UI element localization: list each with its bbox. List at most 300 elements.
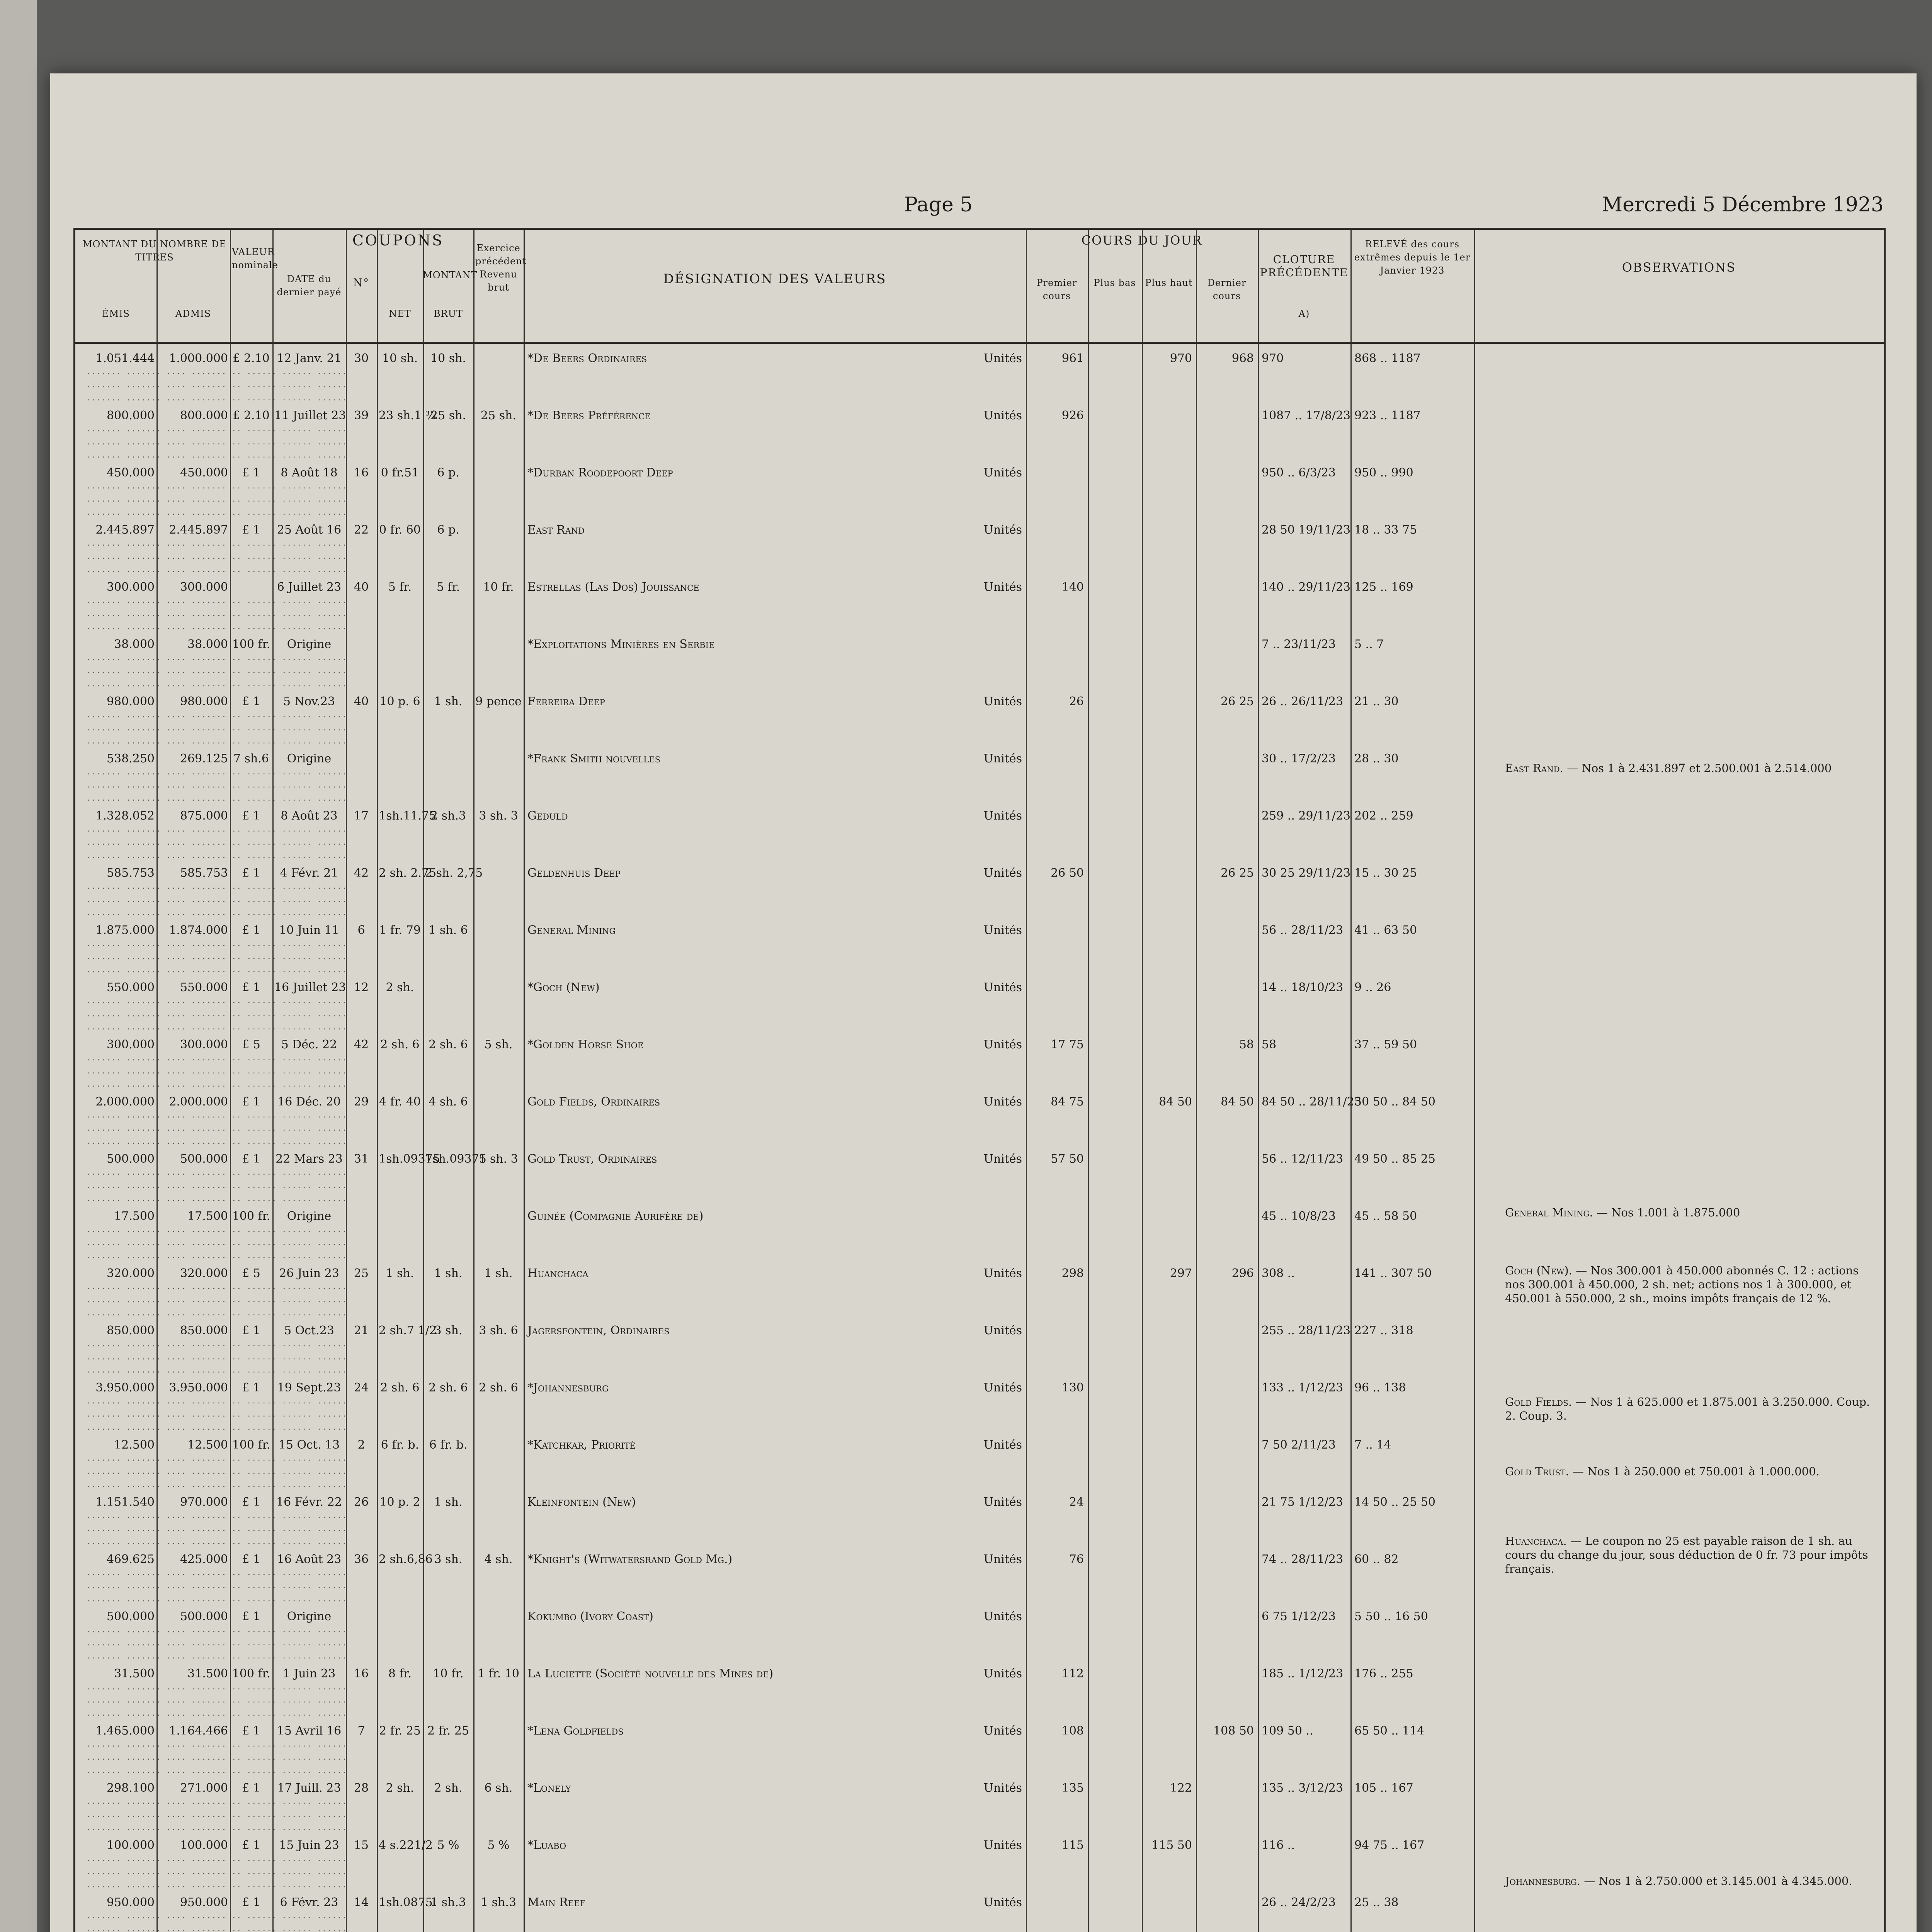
leader-dots: ....... ....... .... ....... .. ...... ...... ...... [87,609,348,618]
cell-net: 2 sh. 6 [380,1381,420,1395]
cell-admis: 271.000 [180,1781,228,1795]
cell-premier: 26 50 [1051,866,1084,880]
cell-releve: 9 .. 26 [1354,981,1391,994]
cell-premier: 115 [1061,1838,1084,1852]
cell-date: 25 Août 16 [277,523,342,537]
leader-dots: ....... ....... .... ....... .. ...... ...... ...... [87,1396,348,1406]
cell-no: 28 [354,1781,369,1795]
cell-dernier: 84 50 [1221,1095,1254,1109]
cell-valeur: £ 5 [242,1038,260,1051]
cell-no: 6 [357,923,365,937]
leader-dots: ....... ....... .... ....... .. ...... ...... ...... [87,1537,348,1546]
cell-dernier: 58 [1239,1038,1254,1051]
cell-releve: 14 50 .. 25 50 [1354,1495,1435,1509]
cell-cloture: 26 .. 24/2/23 [1262,1896,1336,1909]
cell-admis: 2.000.000 [169,1095,228,1109]
cell-emis: 450.000 [106,466,155,480]
cell-cloture: 74 .. 28/11/23 [1262,1553,1344,1566]
cell-net: 8 fr. [388,1667,412,1680]
cell-cloture: 45 .. 10/8/23 [1262,1209,1336,1223]
header-admis: ADMIS [175,308,211,319]
leader-dots: ....... ....... .... ....... .. ...... ...... ...... [87,1352,348,1362]
observation-text: — Nos 1 à 2.750.000 et 3.145.001 à 4.345.000. [1584,1874,1852,1888]
cell-premier: 84 75 [1051,1095,1084,1109]
observation-name: General Mining. [1505,1206,1597,1219]
cell-emis: 850.000 [106,1324,155,1337]
cell-emis: 1.465.000 [95,1724,155,1738]
cell-admis: 320.000 [180,1267,228,1280]
cell-date: Origine [287,1209,332,1223]
cell-valeur: £ 2.10 [233,409,270,422]
cell-cloture: 6 75 1/12/23 [1262,1610,1336,1623]
observation-note [1505,1464,1876,1478]
cell-date: 16 Déc. 20 [277,1095,341,1109]
header-cours-du-jour: COURS DU JOUR [1081,233,1202,248]
cell-brut: 1 sh. [434,1495,463,1509]
header-plus-bas: Plus bas [1094,277,1136,288]
cell-brut: 3 sh. [434,1324,463,1337]
leader-dots: ....... ....... .... ....... .. ...... ...... ...... [87,1409,348,1419]
leader-dots: ....... ....... .... ....... .. ...... ...... ...... [87,653,348,662]
cell-net: 5 fr. [388,580,412,594]
cell-emis: 2.000.000 [95,1095,155,1109]
leader-dots: ....... ....... .... ....... .. ...... ...... ...... [87,1854,348,1863]
observation-text: — Nos 1 à 250.000 et 750.001 à 1.000.000. [1572,1465,1820,1478]
cell-emis: 550.000 [106,981,155,994]
cell-date: 6 Juillet 23 [277,580,342,594]
cell-name: *Johannesburg [527,1381,609,1395]
cell-emis: 31.500 [114,1667,155,1680]
cell-emis: 1.151.540 [95,1495,155,1509]
cell-valeur: £ 1 [242,981,260,994]
cell-admis: 300.000 [180,1038,228,1051]
page-date: Mercredi 5 Décembre 1923 [1602,193,1884,216]
page-number: Page 5 [904,193,973,216]
cell-brut: 4 sh. 6 [429,1095,468,1109]
cell-unit: Unités [983,1324,1022,1337]
cell-date: 5 Nov.23 [283,695,335,708]
cell-unit: Unités [983,1838,1022,1852]
cell-unit: Unités [983,809,1022,823]
cell-net: 2 sh.7 1/2 [379,1324,437,1337]
cell-unit: Unités [983,1152,1022,1166]
leader-dots: ....... ....... .... ....... .. ...... ...... ...... [87,1651,348,1661]
cell-valeur: 100 fr. [232,638,270,651]
cell-premier: 17 75 [1051,1038,1084,1051]
cell-premier: 57 50 [1051,1152,1084,1166]
header-cloture: CLOTURE PRÉCÉDENTE [1260,253,1349,279]
leader-dots: ....... ....... .... ....... .. ...... ...... ...... [87,1453,348,1463]
cell-emis: 300.000 [106,580,155,594]
cell-admis: 450.000 [180,466,228,480]
cell-emis: 538.250 [106,752,155,765]
cell-date: Origine [287,1610,332,1623]
cell-ex: 4 sh. [484,1553,513,1566]
cell-net: 10 p. 2 [379,1495,420,1509]
leader-dots: ....... ....... .... ....... .. ...... ...... ...... [87,565,348,574]
observation-text: — Nos 300.001 à 450.000 abonnés C. 12 : actions nos 300.001 à 450.000, 2 sh. net; actions nos 1 à 300.000, et 450.001 à 550.000, 2 sh., moins impôts français de 12 %. [1505,1264,1859,1305]
cell-brut: 6 p. [437,523,459,537]
cell-no: 31 [354,1152,369,1166]
cell-date: 15 Oct. 13 [278,1438,340,1452]
leader-dots: ....... ....... .... ....... .. ...... ...... ...... [87,1053,348,1063]
cell-valeur: £ 1 [242,523,260,537]
cell-name: *Goch (New) [527,981,600,994]
cell-ex: 3 sh. 6 [479,1324,518,1337]
cell-emis: 500.000 [106,1610,155,1623]
leader-dots: ....... ....... .... ....... .. ...... ...... ...... [87,1225,348,1234]
cell-date: Origine [287,752,332,765]
cell-emis: 469.625 [106,1553,155,1566]
cell-haut: 297 [1170,1267,1192,1280]
cell-releve: 950 .. 990 [1354,466,1413,480]
leader-dots: ....... ....... .... ....... .. ...... ...... ...... [87,595,348,605]
leader-dots: ....... ....... .... ....... .. ...... ...... ...... [87,939,348,948]
cell-premier: 130 [1061,1381,1084,1395]
leader-dots: ....... ....... .... ....... .. ...... ...... ...... [87,881,348,891]
cell-emis: 38.000 [114,638,155,651]
cell-net: 2 sh. 2.75 [379,866,437,880]
cell-valeur: 7 sh.6 [233,752,269,765]
cell-name: Estrellas (Las Dos) Jouissance [527,580,699,594]
cell-date: 8 Août 23 [281,809,338,823]
cell-valeur: £ 1 [242,1896,260,1909]
cell-net: 0 fr. 60 [379,523,421,537]
cell-premier: 26 [1069,695,1084,708]
cell-name: Huanchaca [527,1267,588,1280]
leader-dots: ....... ....... .... ....... .. ...... ...... ...... [87,1581,348,1590]
header-emis: ÉMIS [102,308,130,319]
leader-dots: ....... ....... .... ....... .. ...... ...... ...... [87,1510,348,1520]
cell-brut: 1sh.09375 [425,1152,486,1166]
cell-haut: 84 50 [1159,1095,1192,1109]
leader-dots: ....... ....... .... ....... .. ...... ...... ...... [87,679,348,689]
observation-name: Goch (New). [1505,1264,1576,1277]
cell-releve: 7 .. 14 [1354,1438,1391,1452]
cell-valeur: £ 1 [242,1381,260,1395]
cell-releve: 60 .. 82 [1354,1553,1399,1566]
cell-name: *Golden Horse Shoe [527,1038,644,1051]
leader-dots: ....... ....... .... ....... .. ...... ...... ...... [87,1823,348,1832]
observation-note [1505,1395,1876,1423]
cell-net: 23 sh.1 ¾ [379,409,437,422]
cell-releve: 202 .. 259 [1354,809,1413,823]
cell-name: Guinée (Compagnie Aurifère de) [527,1209,704,1223]
cell-admis: 970.000 [180,1495,228,1509]
cell-cloture: 56 .. 28/11/23 [1262,923,1344,937]
leader-dots: ....... ....... .... ....... .. ...... ...... ...... [87,367,348,376]
cell-admis: 850.000 [180,1324,228,1337]
leader-dots: ....... ....... .... ....... .. ...... ...... ...... [87,908,348,917]
header-exercice: Exercice précédent Revenu brut [475,243,527,293]
cell-admis: 269.125 [180,752,228,765]
cell-no: 42 [354,1038,369,1051]
header-dernier: Dernier cours [1207,277,1247,301]
observation-note [1505,1206,1876,1219]
leader-dots: ....... ....... .... ....... .. ...... ...... ...... [87,1167,348,1177]
cell-name: *Lonely [527,1781,571,1795]
cell-no: 39 [354,409,369,422]
cell-admis: 300.000 [180,580,228,594]
leader-dots: ....... ....... .... ....... .. ...... ...... ...... [87,551,348,561]
cell-admis: 500.000 [180,1152,228,1166]
cell-premier: 140 [1061,580,1084,594]
cell-no: 21 [354,1324,369,1337]
leader-dots: ....... ....... .... ....... .. ...... ...... ...... [87,1810,348,1819]
leader-dots: ....... ....... .... ....... .. ...... ...... ...... [87,424,348,434]
cell-brut: 6 fr. b. [429,1438,468,1452]
cell-cloture: 58 [1262,1038,1277,1051]
leader-dots: ....... ....... .... ....... .. ...... ...... ...... [87,507,348,517]
cell-cloture: 30 .. 17/2/23 [1262,752,1336,765]
cell-unit: Unités [983,1553,1022,1566]
cell-no: 25 [354,1267,369,1280]
cell-brut: 1 sh. 6 [429,923,468,937]
newspaper-page [50,73,1917,1932]
observation-text: — Nos 1.001 à 1.875.000 [1596,1206,1740,1219]
cell-releve: 50 50 .. 84 50 [1354,1095,1435,1109]
cell-date: 10 Juin 11 [279,923,339,937]
leader-dots: ....... ....... .... ....... .. ...... ...... ...... [87,1009,348,1019]
cell-net: 2 sh.6,86 [379,1553,433,1566]
cell-dernier: 296 [1231,1267,1254,1280]
cell-name: *Frank Smith nouvelles [527,752,660,765]
cell-name: *Exploitations Minières en Serbie [527,638,715,651]
header-valeur: VALEUR nominale [232,247,278,270]
header-montant-coupon: MONTANT [423,270,478,281]
leader-dots: ....... ....... .... ....... .. ...... ...... ...... [87,666,348,675]
cell-releve: 18 .. 33 75 [1354,523,1417,537]
cell-unit: Unités [983,1610,1022,1623]
leader-dots: ....... ....... .... ....... .. ...... ...... ...... [87,1180,348,1190]
leader-dots: ....... ....... .... ....... .. ...... ...... ...... [87,965,348,975]
cell-date: 15 Avril 16 [277,1724,342,1738]
cell-cloture: 185 .. 1/12/23 [1262,1667,1344,1680]
observation-name: Huanchaca. [1505,1534,1570,1548]
cell-name: *De Beers Préférence [527,409,651,422]
leader-dots: ....... ....... .... ....... .. ...... ...... ...... [87,494,348,504]
cell-no: 24 [354,1381,369,1395]
cell-name: *Lena Goldfields [527,1724,624,1738]
cell-name: *Katchkar, Priorité [527,1438,636,1452]
cell-net: 1sh.09375 [379,1152,440,1166]
cell-emis: 100.000 [106,1838,155,1852]
cell-premier: 76 [1069,1553,1084,1566]
leader-dots: ....... ....... .... ....... .. ...... ...... ...... [87,1911,348,1920]
cell-releve: 141 .. 307 50 [1354,1267,1432,1280]
cell-unit: Unités [983,695,1022,708]
cell-net: 1 fr. 79 [379,923,421,937]
leader-dots: ....... ....... .... ....... .. ...... ...... ...... [87,850,348,860]
header-montant: MONTANT DU NOMBRE DE TITRES [83,239,226,263]
cell-emis: 320.000 [106,1267,155,1280]
cell-name: Main Reef [527,1896,585,1909]
cell-unit: Unités [983,1381,1022,1395]
cell-no: 2 [357,1438,365,1452]
cell-emis: 12.500 [114,1438,155,1452]
cell-unit: Unités [983,409,1022,422]
cell-emis: 3.950.000 [95,1381,155,1395]
leader-dots: ....... ....... .... ....... .. ...... ...... ...... [87,1765,348,1775]
header-coupons: COUPONS [352,232,444,249]
leader-dots: ....... ....... .... ....... .. ...... ...... ...... [87,1194,348,1203]
cell-brut: 1 sh.3 [430,1896,466,1909]
cell-unit: Unités [983,1724,1022,1738]
cell-unit: Unités [983,1667,1022,1680]
cell-date: 22 Mars 23 [276,1152,343,1166]
leader-dots: ....... ....... .... ....... .. ...... ...... ...... [87,1365,348,1375]
cell-admis: 100.000 [180,1838,228,1852]
leader-dots: ....... ....... .... ....... .. ...... ...... ...... [87,1594,348,1604]
cell-brut: 6 p. [437,466,459,480]
cell-ex: 2 sh. 6 [479,1381,518,1395]
leader-dots: ....... ....... .... ....... .. ...... ...... ...... [87,1739,348,1749]
cell-admis: 950.000 [180,1896,228,1909]
observation-note [1505,761,1876,775]
cell-valeur: 100 fr. [232,1438,270,1452]
leader-dots: ....... ....... .... ....... .. ...... ...... ...... [87,437,348,447]
leader-dots: ....... ....... .... ....... .. ...... ...... ...... [87,837,348,847]
cell-date: 4 Févr. 21 [280,866,338,880]
cell-unit: Unités [983,352,1022,365]
cell-admis: 1.164.466 [169,1724,228,1738]
observation-text: — Nos 1 à 625.000 et 1.875.001 à 3.250.000. Coup. 2. Coup. 3. [1505,1395,1870,1422]
observation-note [1505,1534,1876,1576]
cell-brut: 5 % [437,1838,459,1852]
leader-dots: ....... ....... .... ....... .. ...... ...... ...... [87,1022,348,1032]
cell-releve: 227 .. 318 [1354,1324,1413,1337]
cell-ex: 1 sh.3 [481,1896,516,1909]
cell-admis: 17.500 [187,1209,228,1223]
cell-cloture: 970 [1262,352,1284,365]
cell-name: General Mining [527,923,616,937]
cell-no: 29 [354,1095,369,1109]
leader-dots: ....... ....... .... ....... .. ...... ...... ...... [87,1695,348,1705]
cell-cloture: 109 50 .. [1262,1724,1313,1738]
cell-releve: 868 .. 1187 [1354,352,1421,365]
cell-no: 40 [354,580,369,594]
leader-dots: ....... ....... .... ....... .. ...... ...... ...... [87,1524,348,1533]
cell-valeur: £ 1 [242,923,260,937]
cell-cloture: 14 .. 18/10/23 [1262,981,1344,994]
leader-dots: ....... ....... .... ....... .. ...... ...... ...... [87,1568,348,1577]
cell-name: Ferreira Deep [527,695,605,708]
leader-dots: ....... ....... .... ....... .. ...... ...... ...... [87,1682,348,1692]
observation-text: — Nos 1 à 2.431.897 et 2.500.001 à 2.514.000 [1567,762,1832,775]
leader-dots: ....... ....... .... ....... .. ...... ...... ...... [87,1295,348,1304]
cell-admis: 31.500 [187,1667,228,1680]
cell-net: 0 fr.51 [381,466,419,480]
cell-cloture: 21 75 1/12/23 [1262,1495,1344,1509]
cell-releve: 125 .. 169 [1354,580,1413,594]
cell-brut: 1 sh. [434,695,463,708]
cell-releve: 176 .. 255 [1354,1667,1413,1680]
leader-dots: ....... ....... .... ....... .. ...... ...... ...... [87,1752,348,1762]
cell-releve: 15 .. 30 25 [1354,866,1417,880]
leader-dots: ....... ....... .... ....... .. ...... ...... ...... [87,1123,348,1133]
cell-haut: 115 50 [1151,1838,1192,1852]
cell-unit: Unités [983,1095,1022,1109]
leader-dots: ....... ....... .... ....... .. ...... ...... ...... [87,481,348,491]
cell-unit: Unités [983,923,1022,937]
cell-name: La Luciette (Société nouvelle des Mines de) [527,1667,774,1680]
leader-dots: ....... ....... .... ....... .. ...... ...... ...... [87,723,348,733]
cell-unit: Unités [983,1038,1022,1051]
cell-emis: 298.100 [106,1781,155,1795]
cell-name: Geldenhuis Deep [527,866,621,880]
quotation-table [73,228,1886,1932]
leader-dots: ....... ....... .... ....... .. ...... ...... ...... [87,895,348,904]
cell-name: Gold Fields, Ordinaires [527,1095,660,1109]
cell-premier: 108 [1061,1724,1084,1738]
header-premier: Premier cours [1036,277,1077,301]
header-numero: N° [353,276,370,289]
cell-emis: 980.000 [106,695,155,708]
cell-date: 11 Juillet 23 [274,409,346,422]
leader-dots: ....... ....... .... ....... .. ...... ...... ...... [87,1238,348,1247]
cell-haut: 970 [1170,352,1192,365]
cell-no: 42 [354,866,369,880]
cell-name: *De Beers Ordinaires [527,352,647,365]
leader-dots: ....... ....... .... ....... .. ...... ...... ...... [87,1136,348,1146]
cell-net: 1sh.0875 [379,1896,433,1909]
cell-ex: 5 sh. [484,1038,513,1051]
cell-net: 10 sh. [382,352,418,365]
cell-name: Jagersfontein, Ordinaires [527,1324,670,1337]
cell-brut: 2 sh. [434,1781,463,1795]
cell-brut: 10 sh. [430,352,466,365]
cell-ex: 9 pence [475,695,522,708]
cell-premier: 135 [1061,1781,1084,1795]
header-cloture-sub: A) [1298,308,1310,319]
cell-cloture: 84 50 .. 28/11/23 [1262,1095,1362,1109]
cell-name: Kleinfontein (New) [527,1495,636,1509]
cell-releve: 96 .. 138 [1354,1381,1406,1395]
cell-date: 6 Févr. 23 [280,1896,338,1909]
cell-ex: 5 % [487,1838,510,1852]
cell-emis: 1.875.000 [95,923,155,937]
cell-cloture: 950 .. 6/3/23 [1262,466,1336,480]
cell-dernier: 26 25 [1221,866,1254,880]
leader-dots: ....... ....... .... ....... .. ...... ...... ...... [87,736,348,746]
cell-ex: 3 sh. 3 [479,809,518,823]
cell-admis: 3.950.000 [169,1381,228,1395]
cell-premier: 961 [1061,352,1084,365]
leader-dots: ....... ....... .... ....... .. ...... ...... ...... [87,824,348,834]
cell-releve: 5 50 .. 16 50 [1354,1610,1428,1623]
cell-brut: 3 sh. [434,1553,463,1566]
observation-note [1505,1264,1876,1305]
cell-net: 2 sh. 6 [380,1038,420,1051]
cell-unit: Unités [983,752,1022,765]
header-observations: OBSERVATIONS [1622,260,1736,275]
leader-dots: ....... ....... .... ....... .. ...... ...... ...... [87,538,348,548]
leader-dots: ....... ....... .... ....... .. ...... ...... ...... [87,1251,348,1260]
cell-date: 1 Juin 23 [282,1667,336,1680]
cell-cloture: 30 25 29/11/23 [1262,866,1351,880]
cell-admis: 12.500 [187,1438,228,1452]
cell-unit: Unités [983,1896,1022,1909]
cell-releve: 41 .. 63 50 [1354,923,1417,937]
header-net: NET [389,308,411,319]
leader-dots: ....... ....... .... ....... .. ...... ...... ...... [87,1466,348,1476]
cell-emis: 1.051.444 [95,352,155,365]
cell-date: 16 Août 23 [277,1553,342,1566]
previous-page-edge [0,0,37,1932]
cell-date: 16 Juillet 23 [274,981,346,994]
cell-premier: 298 [1061,1267,1084,1280]
cell-cloture: 26 .. 26/11/23 [1262,695,1344,708]
